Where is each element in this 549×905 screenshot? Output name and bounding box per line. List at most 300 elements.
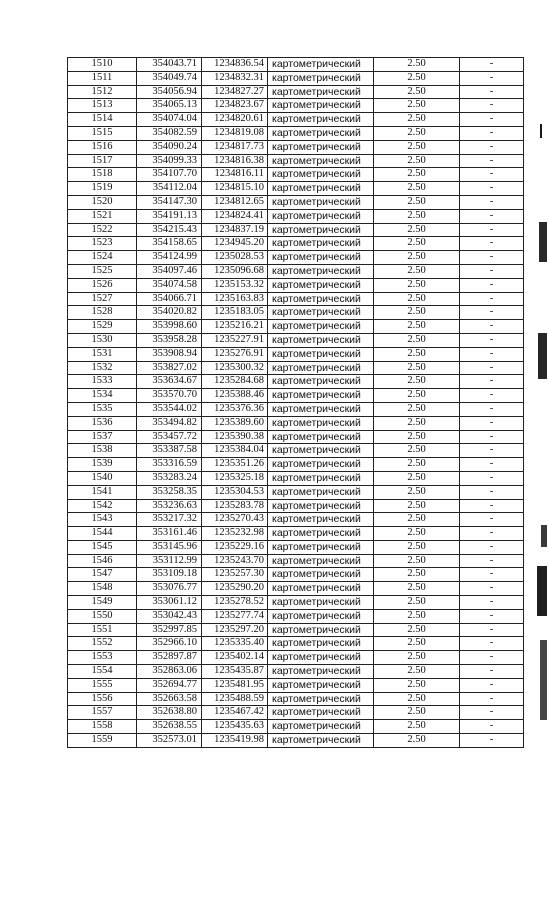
- accuracy-cell: 2.50: [374, 416, 460, 430]
- table-row: [68, 375, 524, 389]
- note-cell: -: [460, 596, 524, 610]
- x-coordinate-cell: 353236.63: [137, 499, 202, 513]
- table-row: [68, 720, 524, 734]
- point-number-cell: 1548: [68, 582, 137, 596]
- accuracy-cell: 2.50: [374, 540, 460, 554]
- table-row: [68, 458, 524, 472]
- x-coordinate-cell: 354074.58: [137, 278, 202, 292]
- point-number-cell: 1557: [68, 706, 137, 720]
- table-row: [68, 251, 524, 265]
- point-number-cell: 1520: [68, 195, 137, 209]
- point-number-cell: 1516: [68, 140, 137, 154]
- y-coordinate-cell: 1235163.83: [202, 292, 268, 306]
- accuracy-cell: 2.50: [374, 458, 460, 472]
- point-number-cell: 1546: [68, 554, 137, 568]
- point-number-cell: 1512: [68, 85, 137, 99]
- y-coordinate-cell: 1235229.16: [202, 540, 268, 554]
- method-cell: картометрический: [268, 251, 374, 265]
- note-cell: -: [460, 195, 524, 209]
- table-row: [68, 85, 524, 99]
- accuracy-cell: 2.50: [374, 499, 460, 513]
- method-cell: картометрический: [268, 140, 374, 154]
- y-coordinate-cell: 1235283.78: [202, 499, 268, 513]
- method-cell: картометрический: [268, 99, 374, 113]
- x-coordinate-cell: 354074.04: [137, 113, 202, 127]
- table-row: [68, 651, 524, 665]
- accuracy-cell: 2.50: [374, 292, 460, 306]
- note-cell: -: [460, 182, 524, 196]
- accuracy-cell: 2.50: [374, 195, 460, 209]
- note-cell: -: [460, 292, 524, 306]
- x-coordinate-cell: 353958.28: [137, 333, 202, 347]
- x-coordinate-cell: 353494.82: [137, 416, 202, 430]
- note-cell: -: [460, 416, 524, 430]
- table-row: [68, 734, 524, 748]
- x-coordinate-cell: 352897.87: [137, 651, 202, 665]
- accuracy-cell: 2.50: [374, 651, 460, 665]
- accuracy-cell: 2.50: [374, 126, 460, 140]
- point-number-cell: 1511: [68, 71, 137, 85]
- y-coordinate-cell: 1234827.27: [202, 85, 268, 99]
- point-number-cell: 1553: [68, 651, 137, 665]
- accuracy-cell: 2.50: [374, 223, 460, 237]
- table-row: [68, 333, 524, 347]
- table-row: [68, 223, 524, 237]
- point-number-cell: 1549: [68, 596, 137, 610]
- note-cell: -: [460, 651, 524, 665]
- x-coordinate-cell: 354066.71: [137, 292, 202, 306]
- x-coordinate-cell: 352694.77: [137, 678, 202, 692]
- y-coordinate-cell: 1235467.42: [202, 706, 268, 720]
- method-cell: картометрический: [268, 347, 374, 361]
- accuracy-cell: 2.50: [374, 734, 460, 748]
- y-coordinate-cell: 1235335.40: [202, 637, 268, 651]
- x-coordinate-cell: 354082.59: [137, 126, 202, 140]
- method-cell: картометрический: [268, 458, 374, 472]
- table-row: [68, 306, 524, 320]
- x-coordinate-cell: 352997.85: [137, 623, 202, 637]
- x-coordinate-cell: 354147.30: [137, 195, 202, 209]
- point-number-cell: 1521: [68, 209, 137, 223]
- table-row: [68, 168, 524, 182]
- accuracy-cell: 2.50: [374, 278, 460, 292]
- point-number-cell: 1535: [68, 402, 137, 416]
- point-number-cell: 1532: [68, 361, 137, 375]
- y-coordinate-cell: 1235257.30: [202, 568, 268, 582]
- point-number-cell: 1555: [68, 678, 137, 692]
- y-coordinate-cell: 1235481.95: [202, 678, 268, 692]
- point-number-cell: 1519: [68, 182, 137, 196]
- x-coordinate-cell: 353387.58: [137, 444, 202, 458]
- y-coordinate-cell: 1234837.19: [202, 223, 268, 237]
- x-coordinate-cell: 353544.02: [137, 402, 202, 416]
- x-coordinate-cell: 352638.80: [137, 706, 202, 720]
- method-cell: картометрический: [268, 306, 374, 320]
- table-row: [68, 209, 524, 223]
- method-cell: картометрический: [268, 609, 374, 623]
- accuracy-cell: 2.50: [374, 720, 460, 734]
- table-row: [68, 292, 524, 306]
- note-cell: -: [460, 306, 524, 320]
- x-coordinate-cell: 353316.59: [137, 458, 202, 472]
- accuracy-cell: 2.50: [374, 182, 460, 196]
- accuracy-cell: 2.50: [374, 375, 460, 389]
- x-coordinate-cell: 354056.94: [137, 85, 202, 99]
- note-cell: -: [460, 568, 524, 582]
- method-cell: картометрический: [268, 71, 374, 85]
- point-number-cell: 1522: [68, 223, 137, 237]
- x-coordinate-cell: 353258.35: [137, 485, 202, 499]
- method-cell: картометрический: [268, 264, 374, 278]
- table-row: [68, 665, 524, 679]
- note-cell: -: [460, 678, 524, 692]
- accuracy-cell: 2.50: [374, 333, 460, 347]
- method-cell: картометрический: [268, 292, 374, 306]
- y-coordinate-cell: 1235389.60: [202, 416, 268, 430]
- x-coordinate-cell: 353457.72: [137, 430, 202, 444]
- scan-artifact-mark: [537, 566, 547, 616]
- note-cell: -: [460, 237, 524, 251]
- note-cell: -: [460, 99, 524, 113]
- y-coordinate-cell: 1234816.11: [202, 168, 268, 182]
- table-row: [68, 154, 524, 168]
- table-row: [68, 471, 524, 485]
- y-coordinate-cell: 1235183.05: [202, 306, 268, 320]
- method-cell: картометрический: [268, 333, 374, 347]
- x-coordinate-cell: 353634.67: [137, 375, 202, 389]
- table-row: [68, 499, 524, 513]
- method-cell: картометрический: [268, 209, 374, 223]
- point-number-cell: 1554: [68, 665, 137, 679]
- x-coordinate-cell: 352573.01: [137, 734, 202, 748]
- y-coordinate-cell: 1234816.38: [202, 154, 268, 168]
- accuracy-cell: 2.50: [374, 306, 460, 320]
- y-coordinate-cell: 1235284.68: [202, 375, 268, 389]
- x-coordinate-cell: 354043.71: [137, 58, 202, 72]
- note-cell: -: [460, 540, 524, 554]
- point-number-cell: 1524: [68, 251, 137, 265]
- x-coordinate-cell: 353145.96: [137, 540, 202, 554]
- x-coordinate-cell: 352966.10: [137, 637, 202, 651]
- y-coordinate-cell: 1235304.53: [202, 485, 268, 499]
- y-coordinate-cell: 1235028.53: [202, 251, 268, 265]
- method-cell: картометрический: [268, 168, 374, 182]
- table-row: [68, 58, 524, 72]
- method-cell: картометрический: [268, 195, 374, 209]
- point-number-cell: 1544: [68, 527, 137, 541]
- point-number-cell: 1536: [68, 416, 137, 430]
- method-cell: картометрический: [268, 582, 374, 596]
- accuracy-cell: 2.50: [374, 140, 460, 154]
- accuracy-cell: 2.50: [374, 485, 460, 499]
- table-row: [68, 637, 524, 651]
- note-cell: -: [460, 623, 524, 637]
- scan-artifact-mark: [540, 640, 547, 720]
- x-coordinate-cell: 353570.70: [137, 389, 202, 403]
- accuracy-cell: 2.50: [374, 361, 460, 375]
- table-row: [68, 444, 524, 458]
- note-cell: -: [460, 347, 524, 361]
- coordinates-table-body: [68, 58, 524, 748]
- note-cell: -: [460, 458, 524, 472]
- table-row: [68, 402, 524, 416]
- method-cell: картометрический: [268, 402, 374, 416]
- accuracy-cell: 2.50: [374, 402, 460, 416]
- accuracy-cell: 2.50: [374, 58, 460, 72]
- table-row: [68, 320, 524, 334]
- method-cell: картометрический: [268, 126, 374, 140]
- y-coordinate-cell: 1235435.63: [202, 720, 268, 734]
- y-coordinate-cell: 1234832.31: [202, 71, 268, 85]
- method-cell: картометрический: [268, 485, 374, 499]
- point-number-cell: 1526: [68, 278, 137, 292]
- accuracy-cell: 2.50: [374, 554, 460, 568]
- accuracy-cell: 2.50: [374, 264, 460, 278]
- note-cell: -: [460, 444, 524, 458]
- table-row: [68, 678, 524, 692]
- accuracy-cell: 2.50: [374, 513, 460, 527]
- point-number-cell: 1543: [68, 513, 137, 527]
- note-cell: -: [460, 209, 524, 223]
- method-cell: картометрический: [268, 430, 374, 444]
- y-coordinate-cell: 1235435.87: [202, 665, 268, 679]
- y-coordinate-cell: 1234823.67: [202, 99, 268, 113]
- note-cell: -: [460, 554, 524, 568]
- note-cell: -: [460, 499, 524, 513]
- table-row: [68, 99, 524, 113]
- point-number-cell: 1515: [68, 126, 137, 140]
- point-number-cell: 1552: [68, 637, 137, 651]
- method-cell: картометрический: [268, 471, 374, 485]
- note-cell: -: [460, 692, 524, 706]
- x-coordinate-cell: 354112.04: [137, 182, 202, 196]
- point-number-cell: 1510: [68, 58, 137, 72]
- note-cell: -: [460, 402, 524, 416]
- x-coordinate-cell: 352863.06: [137, 665, 202, 679]
- y-coordinate-cell: 1234817.73: [202, 140, 268, 154]
- method-cell: картометрический: [268, 665, 374, 679]
- x-coordinate-cell: 353112.99: [137, 554, 202, 568]
- x-coordinate-cell: 353827.02: [137, 361, 202, 375]
- table-row: [68, 182, 524, 196]
- accuracy-cell: 2.50: [374, 237, 460, 251]
- method-cell: картометрический: [268, 734, 374, 748]
- note-cell: -: [460, 720, 524, 734]
- accuracy-cell: 2.50: [374, 444, 460, 458]
- method-cell: картометрический: [268, 320, 374, 334]
- point-number-cell: 1551: [68, 623, 137, 637]
- x-coordinate-cell: 352663.58: [137, 692, 202, 706]
- y-coordinate-cell: 1235376.36: [202, 402, 268, 416]
- table-row: [68, 692, 524, 706]
- y-coordinate-cell: 1235384.04: [202, 444, 268, 458]
- x-coordinate-cell: 353076.77: [137, 582, 202, 596]
- x-coordinate-cell: 353217.32: [137, 513, 202, 527]
- point-number-cell: 1534: [68, 389, 137, 403]
- y-coordinate-cell: 1235278.52: [202, 596, 268, 610]
- note-cell: -: [460, 126, 524, 140]
- coordinates-table: [67, 57, 524, 748]
- note-cell: -: [460, 154, 524, 168]
- x-coordinate-cell: 352638.55: [137, 720, 202, 734]
- note-cell: -: [460, 223, 524, 237]
- note-cell: -: [460, 582, 524, 596]
- note-cell: -: [460, 333, 524, 347]
- accuracy-cell: 2.50: [374, 320, 460, 334]
- note-cell: -: [460, 527, 524, 541]
- table-row: [68, 113, 524, 127]
- note-cell: -: [460, 113, 524, 127]
- point-number-cell: 1514: [68, 113, 137, 127]
- method-cell: картометрический: [268, 416, 374, 430]
- point-number-cell: 1533: [68, 375, 137, 389]
- table-row: [68, 485, 524, 499]
- table-row: [68, 416, 524, 430]
- table-row: [68, 568, 524, 582]
- x-coordinate-cell: 354049.74: [137, 71, 202, 85]
- method-cell: картометрический: [268, 361, 374, 375]
- method-cell: картометрический: [268, 513, 374, 527]
- accuracy-cell: 2.50: [374, 706, 460, 720]
- accuracy-cell: 2.50: [374, 85, 460, 99]
- y-coordinate-cell: 1235402.14: [202, 651, 268, 665]
- note-cell: -: [460, 140, 524, 154]
- point-number-cell: 1527: [68, 292, 137, 306]
- y-coordinate-cell: 1234824.41: [202, 209, 268, 223]
- note-cell: -: [460, 85, 524, 99]
- note-cell: -: [460, 320, 524, 334]
- method-cell: картометрический: [268, 499, 374, 513]
- y-coordinate-cell: 1234819.08: [202, 126, 268, 140]
- table-row: [68, 540, 524, 554]
- accuracy-cell: 2.50: [374, 154, 460, 168]
- point-number-cell: 1531: [68, 347, 137, 361]
- table-row: [68, 278, 524, 292]
- note-cell: -: [460, 168, 524, 182]
- y-coordinate-cell: 1235243.70: [202, 554, 268, 568]
- point-number-cell: 1529: [68, 320, 137, 334]
- y-coordinate-cell: 1235300.32: [202, 361, 268, 375]
- note-cell: -: [460, 251, 524, 265]
- accuracy-cell: 2.50: [374, 251, 460, 265]
- point-number-cell: 1537: [68, 430, 137, 444]
- method-cell: картометрический: [268, 223, 374, 237]
- accuracy-cell: 2.50: [374, 527, 460, 541]
- point-number-cell: 1538: [68, 444, 137, 458]
- y-coordinate-cell: 1235388.46: [202, 389, 268, 403]
- accuracy-cell: 2.50: [374, 71, 460, 85]
- table-row: [68, 527, 524, 541]
- note-cell: -: [460, 278, 524, 292]
- table-row: [68, 237, 524, 251]
- y-coordinate-cell: 1235351.26: [202, 458, 268, 472]
- y-coordinate-cell: 1235096.68: [202, 264, 268, 278]
- accuracy-cell: 2.50: [374, 582, 460, 596]
- x-coordinate-cell: 354124.99: [137, 251, 202, 265]
- table-row: [68, 71, 524, 85]
- method-cell: картометрический: [268, 278, 374, 292]
- y-coordinate-cell: 1235270.43: [202, 513, 268, 527]
- note-cell: -: [460, 430, 524, 444]
- x-coordinate-cell: 354090.24: [137, 140, 202, 154]
- scan-artifact-mark: [540, 124, 542, 138]
- method-cell: картометрический: [268, 113, 374, 127]
- x-coordinate-cell: 353283.24: [137, 471, 202, 485]
- table-row: [68, 126, 524, 140]
- x-coordinate-cell: 353109.18: [137, 568, 202, 582]
- method-cell: картометрический: [268, 540, 374, 554]
- y-coordinate-cell: 1235227.91: [202, 333, 268, 347]
- note-cell: -: [460, 389, 524, 403]
- table-row: [68, 195, 524, 209]
- note-cell: -: [460, 609, 524, 623]
- x-coordinate-cell: 354191.13: [137, 209, 202, 223]
- y-coordinate-cell: 1235390.38: [202, 430, 268, 444]
- accuracy-cell: 2.50: [374, 568, 460, 582]
- method-cell: картометрический: [268, 623, 374, 637]
- accuracy-cell: 2.50: [374, 99, 460, 113]
- table-row: [68, 389, 524, 403]
- point-number-cell: 1539: [68, 458, 137, 472]
- point-number-cell: 1525: [68, 264, 137, 278]
- method-cell: картометрический: [268, 237, 374, 251]
- point-number-cell: 1558: [68, 720, 137, 734]
- method-cell: картометрический: [268, 568, 374, 582]
- accuracy-cell: 2.50: [374, 623, 460, 637]
- table-row: [68, 264, 524, 278]
- point-number-cell: 1541: [68, 485, 137, 499]
- point-number-cell: 1523: [68, 237, 137, 251]
- method-cell: картометрический: [268, 692, 374, 706]
- accuracy-cell: 2.50: [374, 347, 460, 361]
- point-number-cell: 1540: [68, 471, 137, 485]
- note-cell: -: [460, 58, 524, 72]
- x-coordinate-cell: 354107.70: [137, 168, 202, 182]
- method-cell: картометрический: [268, 375, 374, 389]
- scan-artifact-mark: [538, 333, 547, 379]
- note-cell: -: [460, 71, 524, 85]
- method-cell: картометрический: [268, 554, 374, 568]
- method-cell: картометрический: [268, 637, 374, 651]
- accuracy-cell: 2.50: [374, 609, 460, 623]
- y-coordinate-cell: 1235276.91: [202, 347, 268, 361]
- scan-artifact-mark: [539, 222, 547, 262]
- table-row: [68, 706, 524, 720]
- y-coordinate-cell: 1235290.20: [202, 582, 268, 596]
- method-cell: картометрический: [268, 596, 374, 610]
- y-coordinate-cell: 1235488.59: [202, 692, 268, 706]
- y-coordinate-cell: 1235153.32: [202, 278, 268, 292]
- point-number-cell: 1542: [68, 499, 137, 513]
- y-coordinate-cell: 1235325.18: [202, 471, 268, 485]
- x-coordinate-cell: 353998.60: [137, 320, 202, 334]
- note-cell: -: [460, 471, 524, 485]
- note-cell: -: [460, 637, 524, 651]
- accuracy-cell: 2.50: [374, 168, 460, 182]
- y-coordinate-cell: 1235232.98: [202, 527, 268, 541]
- y-coordinate-cell: 1234815.10: [202, 182, 268, 196]
- point-number-cell: 1545: [68, 540, 137, 554]
- note-cell: -: [460, 513, 524, 527]
- method-cell: картометрический: [268, 58, 374, 72]
- y-coordinate-cell: 1234820.61: [202, 113, 268, 127]
- point-number-cell: 1517: [68, 154, 137, 168]
- y-coordinate-cell: 1234836.54: [202, 58, 268, 72]
- point-number-cell: 1547: [68, 568, 137, 582]
- method-cell: картометрический: [268, 85, 374, 99]
- accuracy-cell: 2.50: [374, 430, 460, 444]
- accuracy-cell: 2.50: [374, 678, 460, 692]
